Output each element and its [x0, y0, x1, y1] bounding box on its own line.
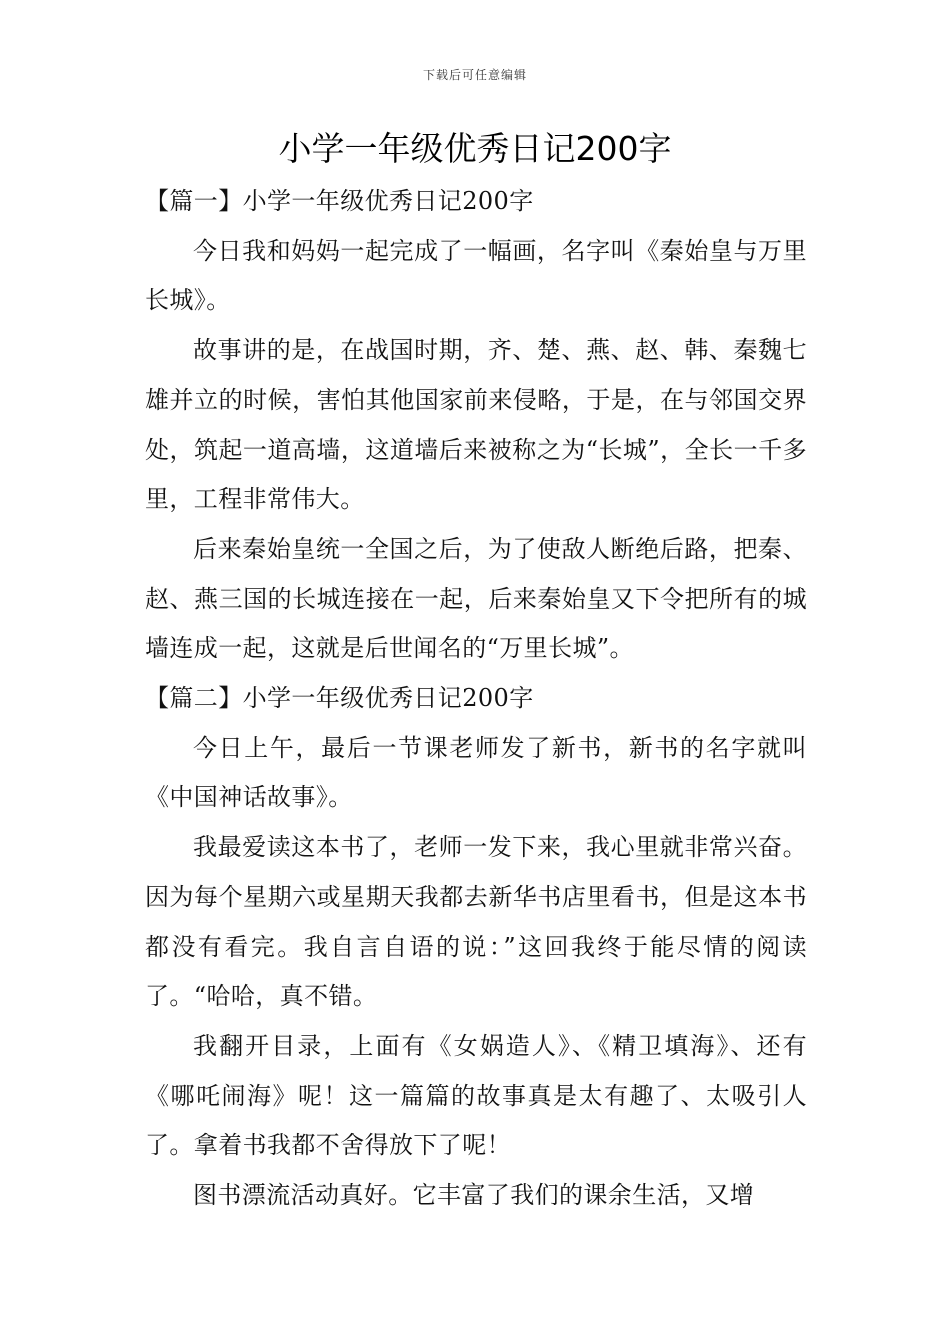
- section-2: [145, 674, 807, 1221]
- paragraph: 今日我和妈妈一起完成了一幅画，名字叫《秦始皇与万里长城》。: [145, 236, 807, 315]
- paragraph: 图书漂流活动真好。它丰富了我们的课余生活，又增: [193, 1181, 755, 1210]
- paragraph: 我翻开目录，上面有《女娲造人》、《精卫填海》、还有《哪吒闹海》呢！这一篇篇的故事真是太有趣了、太吸引人了。拿着书我都不舍得放下了呢！: [145, 1031, 807, 1160]
- paragraph: 后来秦始皇统一全国之后，为了使敌人断绝后路，把秦、赵、燕三国的长城连接在一起，后来秦始皇又下令把所有的城墙连成一起，这就是后世闻名的“万里长城”。: [145, 534, 807, 663]
- paragraph: 故事讲的是，在战国时期，齐、楚、燕、赵、韩、秦魏七雄并立的时候，害怕其他国家前来侵略，于是，在与邻国交界处，筑起一道高墙，这道墙后来被称之为“长城”，全长一千多里，工程非常伟大。: [145, 336, 807, 514]
- document-body: [145, 177, 807, 1221]
- section-heading: 【篇一】小学一年级优秀日记200字: [145, 187, 534, 215]
- paragraph: 我最爱读这本书了，老师一发下来，我心里就非常兴奋。因为每个星期六或星期天我都去新华书店里看书，但是这本书都没有看完。我自言自语的说：”这回我终于能尽情的阅读了。“哈哈，真不错。: [145, 833, 807, 1011]
- document-title: 小学一年级优秀日记200字: [278, 129, 672, 168]
- page-header-note: 下载后可任意编辑: [422, 68, 527, 82]
- section-heading: 【篇二】小学一年级优秀日记200字: [145, 684, 534, 713]
- section-1: [145, 177, 807, 674]
- paragraph: 今日上午，最后一节课老师发了新书，新书的名字就叫《中国神话故事》。: [145, 733, 807, 812]
